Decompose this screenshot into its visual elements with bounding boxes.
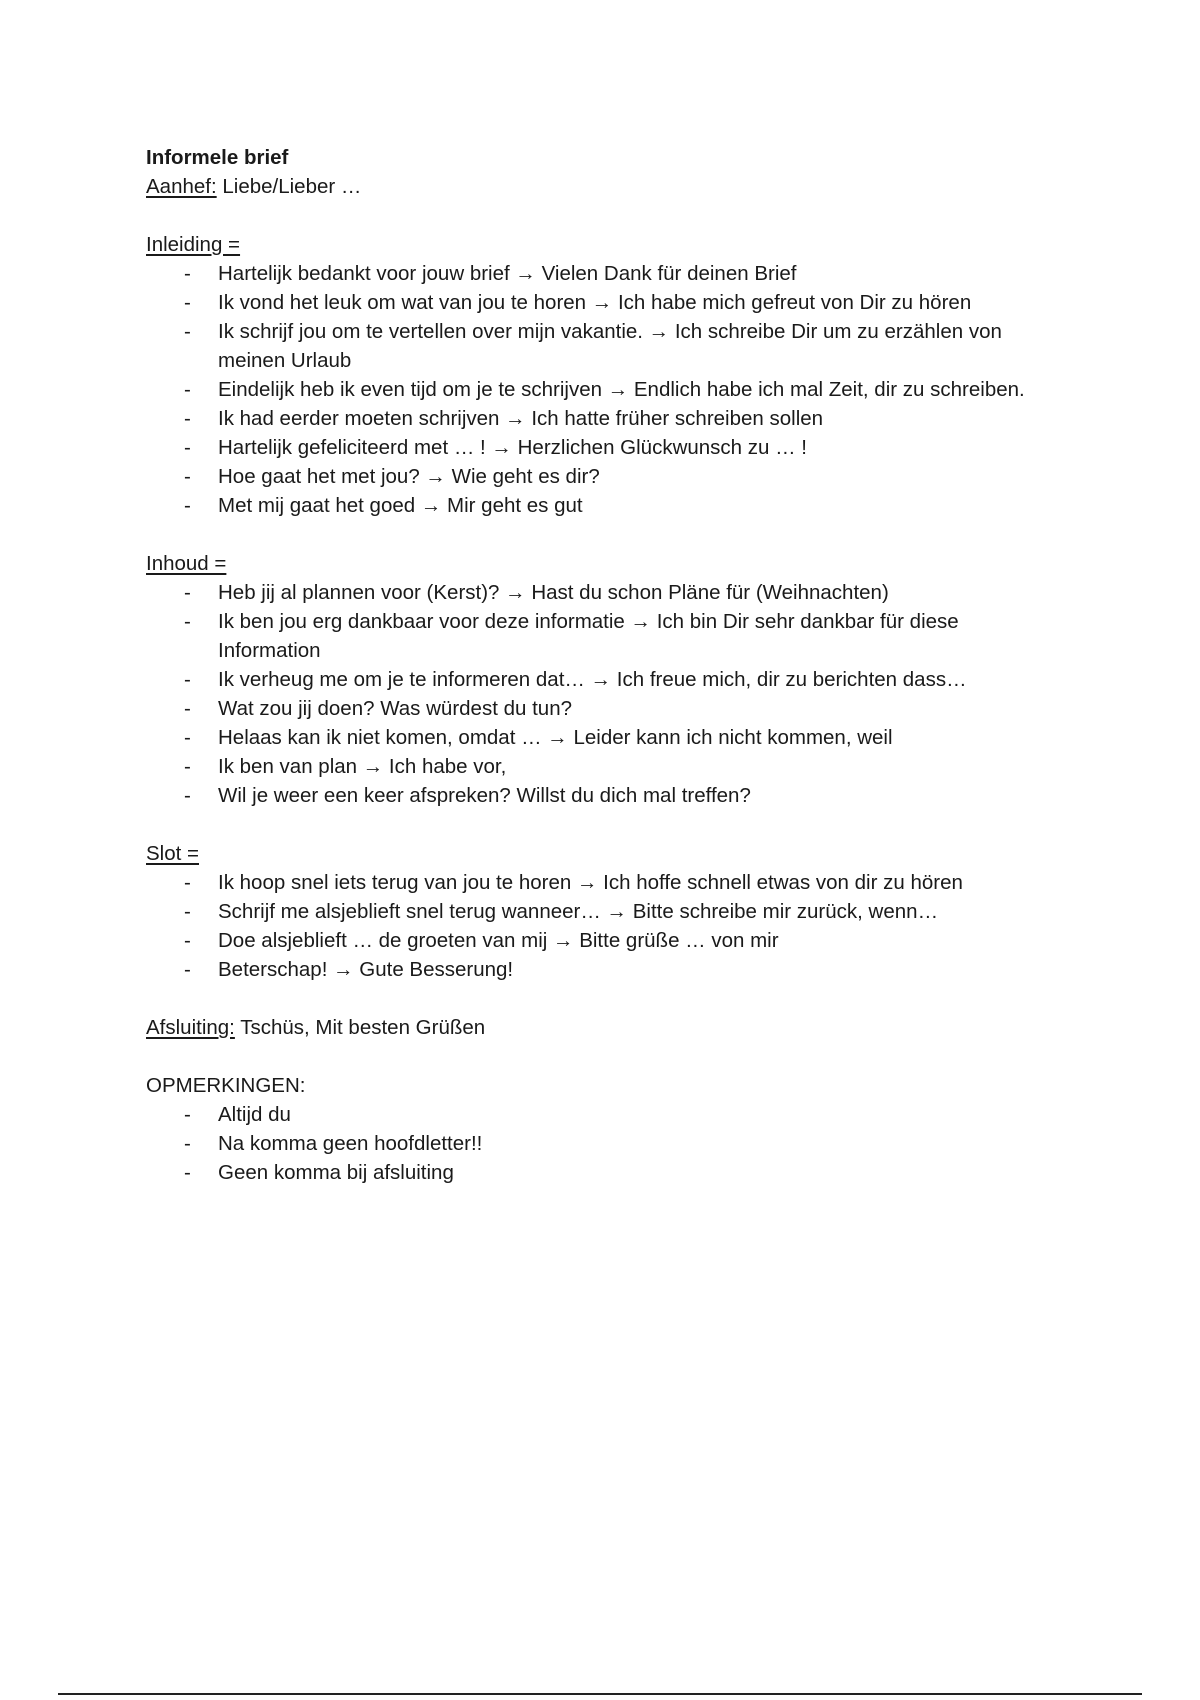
list-item: - Helaas kan ik niet komen, omdat … → Leider kann ich nicht kommen, weil <box>146 723 1046 752</box>
list-inleiding <box>146 259 1046 520</box>
opmerkingen-heading: OPMERKINGEN: <box>146 1074 306 1097</box>
list-opmerkingen <box>146 1100 1046 1187</box>
spacer <box>146 810 1046 839</box>
section-heading-slot <box>146 839 1046 868</box>
section-heading-label: Inhoud = <box>146 552 227 575</box>
list-item: - Schrijf me alsjeblieft snel terug wanneer… → Bitte schreibe mir zurück, wenn… <box>146 897 1046 926</box>
list-item: - Ik had eerder moeten schrijven → Ich hatte früher schreiben sollen <box>146 404 1046 433</box>
section-heading-label: Slot = <box>146 842 199 865</box>
document-page <box>146 143 1046 1187</box>
list-item: - Na komma geen hoofdletter!! <box>146 1129 1046 1158</box>
list-item: - Ik schrijf jou om te vertellen over mijn vakantie. → Ich schreibe Dir um zu erzählen von meinen Urlaub <box>146 317 1046 375</box>
afsluiting-label: Afsluiting: <box>146 1016 235 1039</box>
aanhef-value: Liebe/Lieber … <box>216 175 362 198</box>
section-heading-label: Inleiding = <box>146 233 241 256</box>
section-heading-inhoud <box>146 549 1046 578</box>
afsluiting-value: Tschüs, Mit besten Grüßen <box>234 1016 486 1039</box>
section-heading-inleiding <box>146 230 1046 259</box>
list-slot <box>146 868 1046 984</box>
list-item: - Met mij gaat het goed → Mir geht es gut <box>146 491 1046 520</box>
list-item: - Geen komma bij afsluiting <box>146 1158 1046 1187</box>
spacer <box>146 1042 1046 1071</box>
spacer <box>146 984 1046 1013</box>
list-item: - Wat zou jij doen? Was würdest du tun? <box>146 694 1046 723</box>
list-item: - Doe alsjeblieft … de groeten van mij → Bitte grüße … von mir <box>146 926 1046 955</box>
spacer <box>146 201 1046 230</box>
list-item: - Ik vond het leuk om wat van jou te horen → Ich habe mich gefreut von Dir zu hören <box>146 288 1046 317</box>
document-title: Informele brief <box>146 146 289 169</box>
list-inhoud <box>146 578 1046 810</box>
list-item: - Hoe gaat het met jou? → Wie geht es dir? <box>146 462 1046 491</box>
list-item: - Heb jij al plannen voor (Kerst)? → Hast du schon Pläne für (Weihnachten) <box>146 578 1046 607</box>
list-item: - Hartelijk gefeliciteerd met … ! → Herzlichen Glückwunsch zu … ! <box>146 433 1046 462</box>
list-item: - Beterschap! → Gute Besserung! <box>146 955 1046 984</box>
list-item: - Ik ben van plan → Ich habe vor, <box>146 752 1046 781</box>
list-item: - Hartelijk bedankt voor jouw brief → Vielen Dank für deinen Brief <box>146 259 1046 288</box>
list-item: - Wil je weer een keer afspreken? Willst du dich mal treffen? <box>146 781 1046 810</box>
list-item: - Altijd du <box>146 1100 1046 1129</box>
aanhef-label: Aanhef: <box>146 175 217 198</box>
footer-divider <box>58 1693 1142 1695</box>
list-item: - Eindelijk heb ik even tijd om je te schrijven → Endlich habe ich mal Zeit, dir zu schreiben. <box>146 375 1046 404</box>
list-item: - Ik hoop snel iets terug van jou te horen → Ich hoffe schnell etwas von dir zu hören <box>146 868 1046 897</box>
list-item: - Ik verheug me om je te informeren dat… → Ich freue mich, dir zu berichten dass… <box>146 665 1046 694</box>
aanhef-line <box>146 172 1046 201</box>
afsluiting-line <box>146 1013 1046 1042</box>
list-item: - Ik ben jou erg dankbaar voor deze informatie → Ich bin Dir sehr dankbar für diese Information <box>146 607 1046 665</box>
spacer <box>146 520 1046 549</box>
